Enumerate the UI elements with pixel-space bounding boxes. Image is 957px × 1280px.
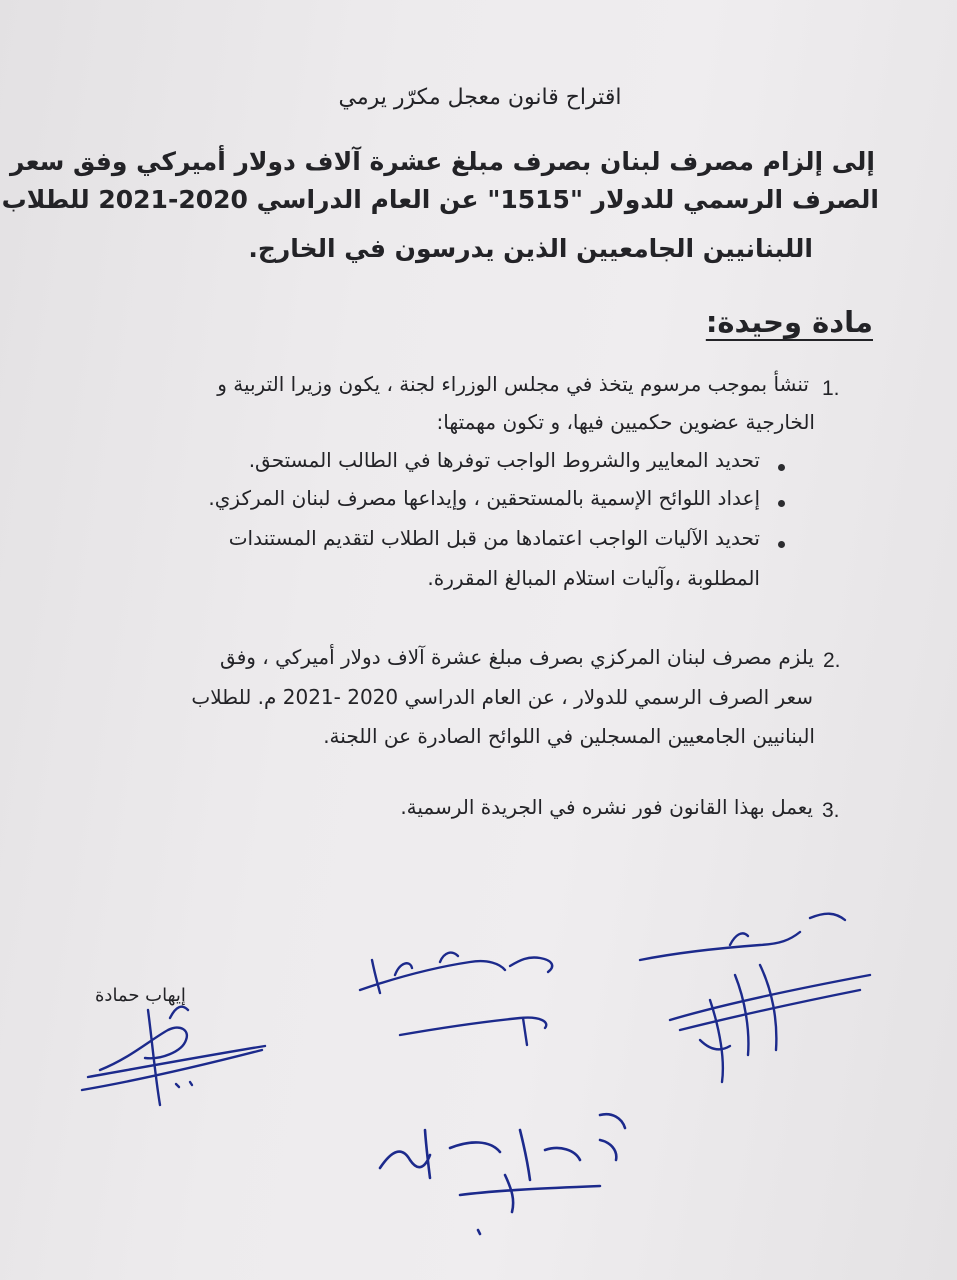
article-2-line-1: يلزم مصرف لبنان المركزي بصرف مبلغ عشرة آلاف دولار أميركي ، وفق [220,645,814,669]
article-3-line-1: يعمل بهذا القانون فور نشره في الجريدة الرسمية. [400,795,813,819]
article-2-number: 2. [823,649,841,672]
document-heading: اقتراح قانون معجل مكرّر يرمي [338,85,622,110]
article-1-bullet-2: إعداد اللوائح الإسمية بالمستحقين ، وإيداعها مصرف لبنان المركزي. [208,486,760,510]
article-1-bullet-3-line-1: تحديد الآليات الواجب اعتمادها من قبل الطلاب لتقديم المستندات [228,526,760,550]
article-1-line-2: الخارجية عضوين حكميين فيها، و تكون مهمتها: [436,410,815,434]
handwritten-signature-4 [380,1114,625,1234]
signatory-name-printed: إيهاب حمادة [95,985,186,1006]
title-line-2: الصرف الرسمي للدولار "1515" عن العام الدراسي 2020-2021 للطلاب [1,185,879,214]
article-1-bullet-3-line-2: المطلوبة ،وآليات استلام المبالغ المقررة. [427,566,760,590]
article-1-bullet-1: تحديد المعايير والشروط الواجب توفرها في الطالب المستحق. [248,448,760,472]
article-2-line-3: البنانيين الجامعيين المسجلين في اللوائح الصادرة عن اللجنة. [323,724,815,748]
handwritten-signature-2 [360,953,552,1045]
title-line-3: اللبنانيين الجامعيين الذين يدرسون في الخارج. [248,234,813,263]
handwritten-signature-1 [82,1007,265,1105]
article-1-number: 1. [822,377,840,400]
handwritten-signature-3 [640,914,870,1082]
single-article-heading: مادة وحيدة: [705,305,873,339]
article-1-line-1: تنشأ بموجب مرسوم يتخذ في مجلس الوزراء لجنة ، يكون وزيرا التربية و [217,372,809,396]
article-3-number: 3. [822,799,840,822]
article-2-line-2: سعر الصرف الرسمي للدولار ، عن العام الدراسي 2020 -2021 م. للطلاب [191,685,813,709]
title-line-1: إلى إلزام مصرف لبنان بصرف مبلغ عشرة آلاف دولار أميركي وفق سعر [10,147,875,176]
